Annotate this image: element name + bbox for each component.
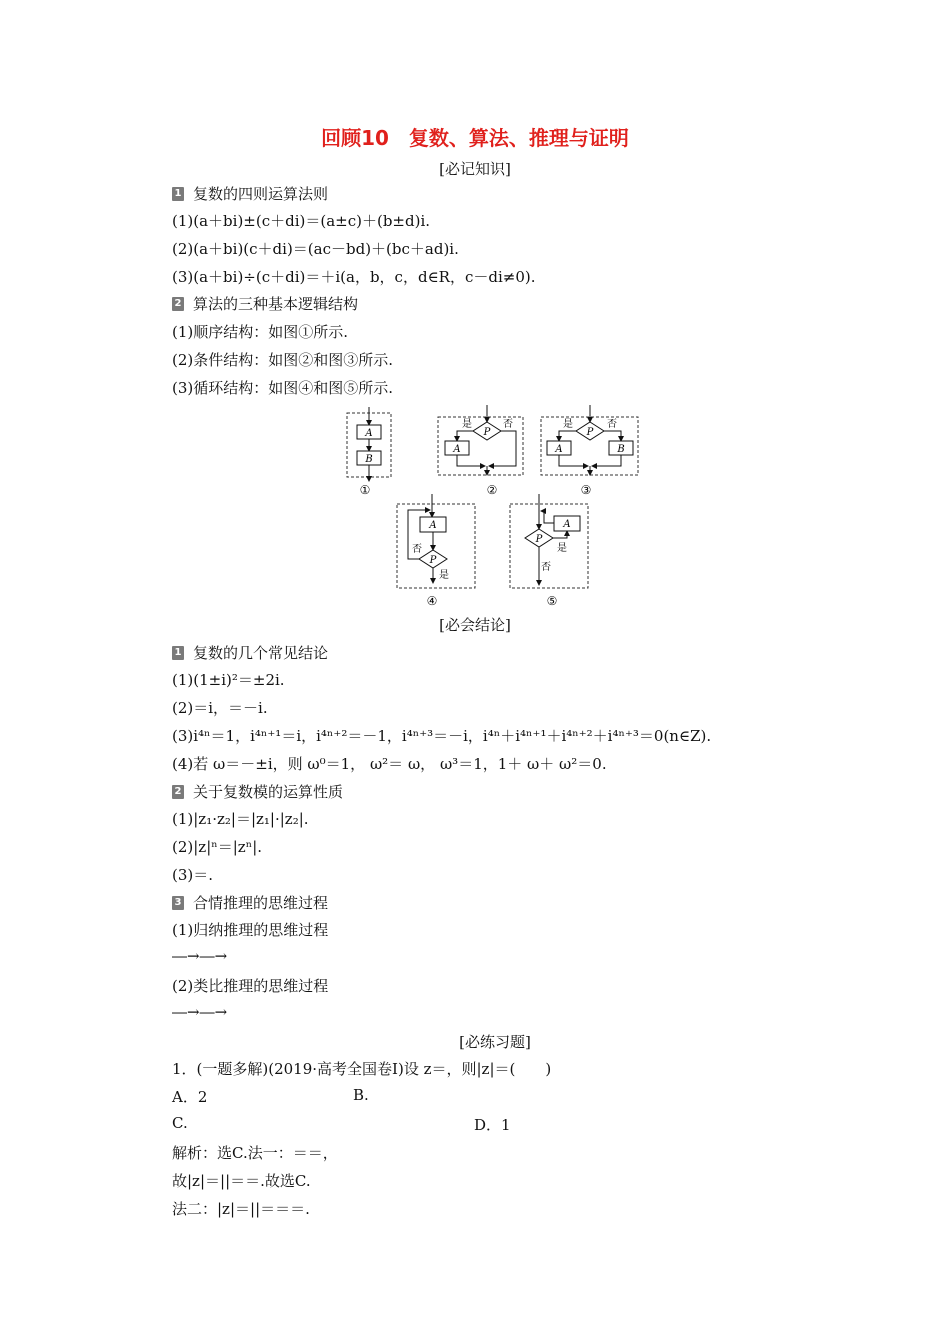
figure-label: ①: [359, 483, 371, 497]
section-exercises: [必练习题]: [459, 1033, 531, 1051]
yes-label: 是: [462, 419, 472, 430]
heading-text: 复数的几个常见结论: [193, 644, 329, 662]
figure-label: ⑤: [546, 594, 558, 608]
yes-label: 是: [439, 570, 449, 581]
box-label: A: [365, 428, 373, 439]
number-badge: 1: [172, 187, 184, 201]
text-line: (1)(a＋bi)±(c＋di)＝(a±c)＋(b±d)i.: [172, 212, 431, 230]
text-line: (2)类比推理的思维过程: [172, 977, 329, 995]
text-line: (1)(1±i)²＝±2i.: [172, 671, 285, 689]
text-line: (1)归纳推理的思维过程: [172, 921, 329, 939]
figure-label: ④: [426, 594, 438, 608]
text-line: (2)条件结构：如图②和图③所示.: [172, 351, 394, 369]
heading-plausible-reasoning: [172, 892, 328, 913]
decision-label: P: [429, 555, 437, 566]
option-a: A．2: [172, 1088, 208, 1106]
option-b: B.: [353, 1086, 369, 1104]
number-badge: 2: [172, 297, 184, 311]
figure-label: ②: [486, 483, 498, 497]
page-title: 回顾10 复数、算法、推理与证明: [321, 126, 629, 150]
text-line: (4)若 ω＝－±i，则 ω⁰＝1， ω²＝ ω， ω³＝1，1＋ ω＋ ω²＝0.: [172, 755, 607, 773]
heading-algorithm-structures: [172, 293, 358, 314]
heading-complex-arithmetic: [172, 183, 328, 204]
box-label: B: [365, 454, 373, 465]
flowchart-loop-until: [397, 494, 475, 608]
heading-text: 关于复数模的运算性质: [193, 783, 344, 801]
box-label: A: [563, 519, 571, 530]
box-label: A: [453, 444, 461, 455]
heading-text: 复数的四则运算法则: [193, 185, 329, 203]
text-line: (2)＝i，＝－i.: [172, 699, 268, 717]
number-badge: 2: [172, 785, 184, 799]
heading-text: 算法的三种基本逻辑结构: [193, 295, 359, 313]
decision-label: P: [483, 427, 491, 438]
box-label: A: [555, 444, 563, 455]
no-label: 否: [541, 562, 551, 573]
heading-modulus-properties: [172, 781, 343, 802]
box-label: A: [429, 520, 437, 531]
text-line: (3)(a＋bi)÷(c＋di)＝＋i(a，b，c，d∈R，c－di≠0).: [172, 268, 536, 286]
flowchart-condition-double: [541, 405, 638, 497]
text-line: (2)(a＋bi)(c＋di)＝(ac－bd)＋(bc＋ad)i.: [172, 240, 459, 258]
yes-label: 是: [557, 543, 567, 554]
heading-text: 合情推理的思维过程: [193, 894, 329, 912]
option-c: C.: [172, 1114, 188, 1132]
heading-complex-conclusions: [172, 642, 328, 663]
text-line: (1)|z₁·z₂|＝|z₁|·|z₂|.: [172, 810, 309, 828]
solution-line: 故|z|＝||＝＝.故选C.: [172, 1172, 311, 1190]
text-line: (2)|z|ⁿ＝|zⁿ|.: [172, 838, 263, 856]
text-line: ―→―→: [172, 1003, 228, 1021]
decision-label: P: [586, 427, 594, 438]
question-text: 1．(一题多解)(2019·高考全国卷Ⅰ)设 z＝，则|z|＝( ): [172, 1060, 552, 1078]
yes-label: 是: [563, 419, 573, 430]
flowchart-sequence: [347, 407, 391, 497]
no-label: 否: [412, 544, 422, 555]
number-badge: 3: [172, 896, 184, 910]
no-label: 否: [607, 419, 617, 430]
text-line: (3)i⁴ⁿ＝1，i⁴ⁿ⁺¹＝i，i⁴ⁿ⁺²＝－1，i⁴ⁿ⁺³＝－i，i⁴ⁿ＋i⁴ⁿ⁺¹＋i⁴ⁿ⁺²＋i⁴ⁿ⁺³＝0(n∈Z).: [172, 727, 712, 745]
flowchart-condition-single: [438, 405, 523, 497]
section-knowledge: [必记知识]: [439, 160, 511, 178]
no-label: 否: [503, 419, 513, 430]
decision-label: P: [535, 534, 543, 545]
text-line: (3)循环结构：如图④和图⑤所示.: [172, 379, 394, 397]
text-line: (3)＝.: [172, 866, 214, 884]
flowchart-loop-while: [510, 494, 588, 608]
solution-line: 法二：|z|＝||＝＝＝.: [172, 1200, 310, 1218]
text-line: ―→―→: [172, 947, 228, 965]
number-badge: 1: [172, 646, 184, 660]
option-d: D．1: [474, 1116, 511, 1134]
section-conclusions: [必会结论]: [439, 616, 511, 634]
text-line: (1)顺序结构：如图①所示.: [172, 323, 349, 341]
solution-line: 解析：选C.法一：＝＝，: [172, 1144, 338, 1162]
flowchart-figures: [340, 405, 650, 610]
box-label: B: [617, 444, 625, 455]
figure-label: ③: [580, 483, 592, 497]
